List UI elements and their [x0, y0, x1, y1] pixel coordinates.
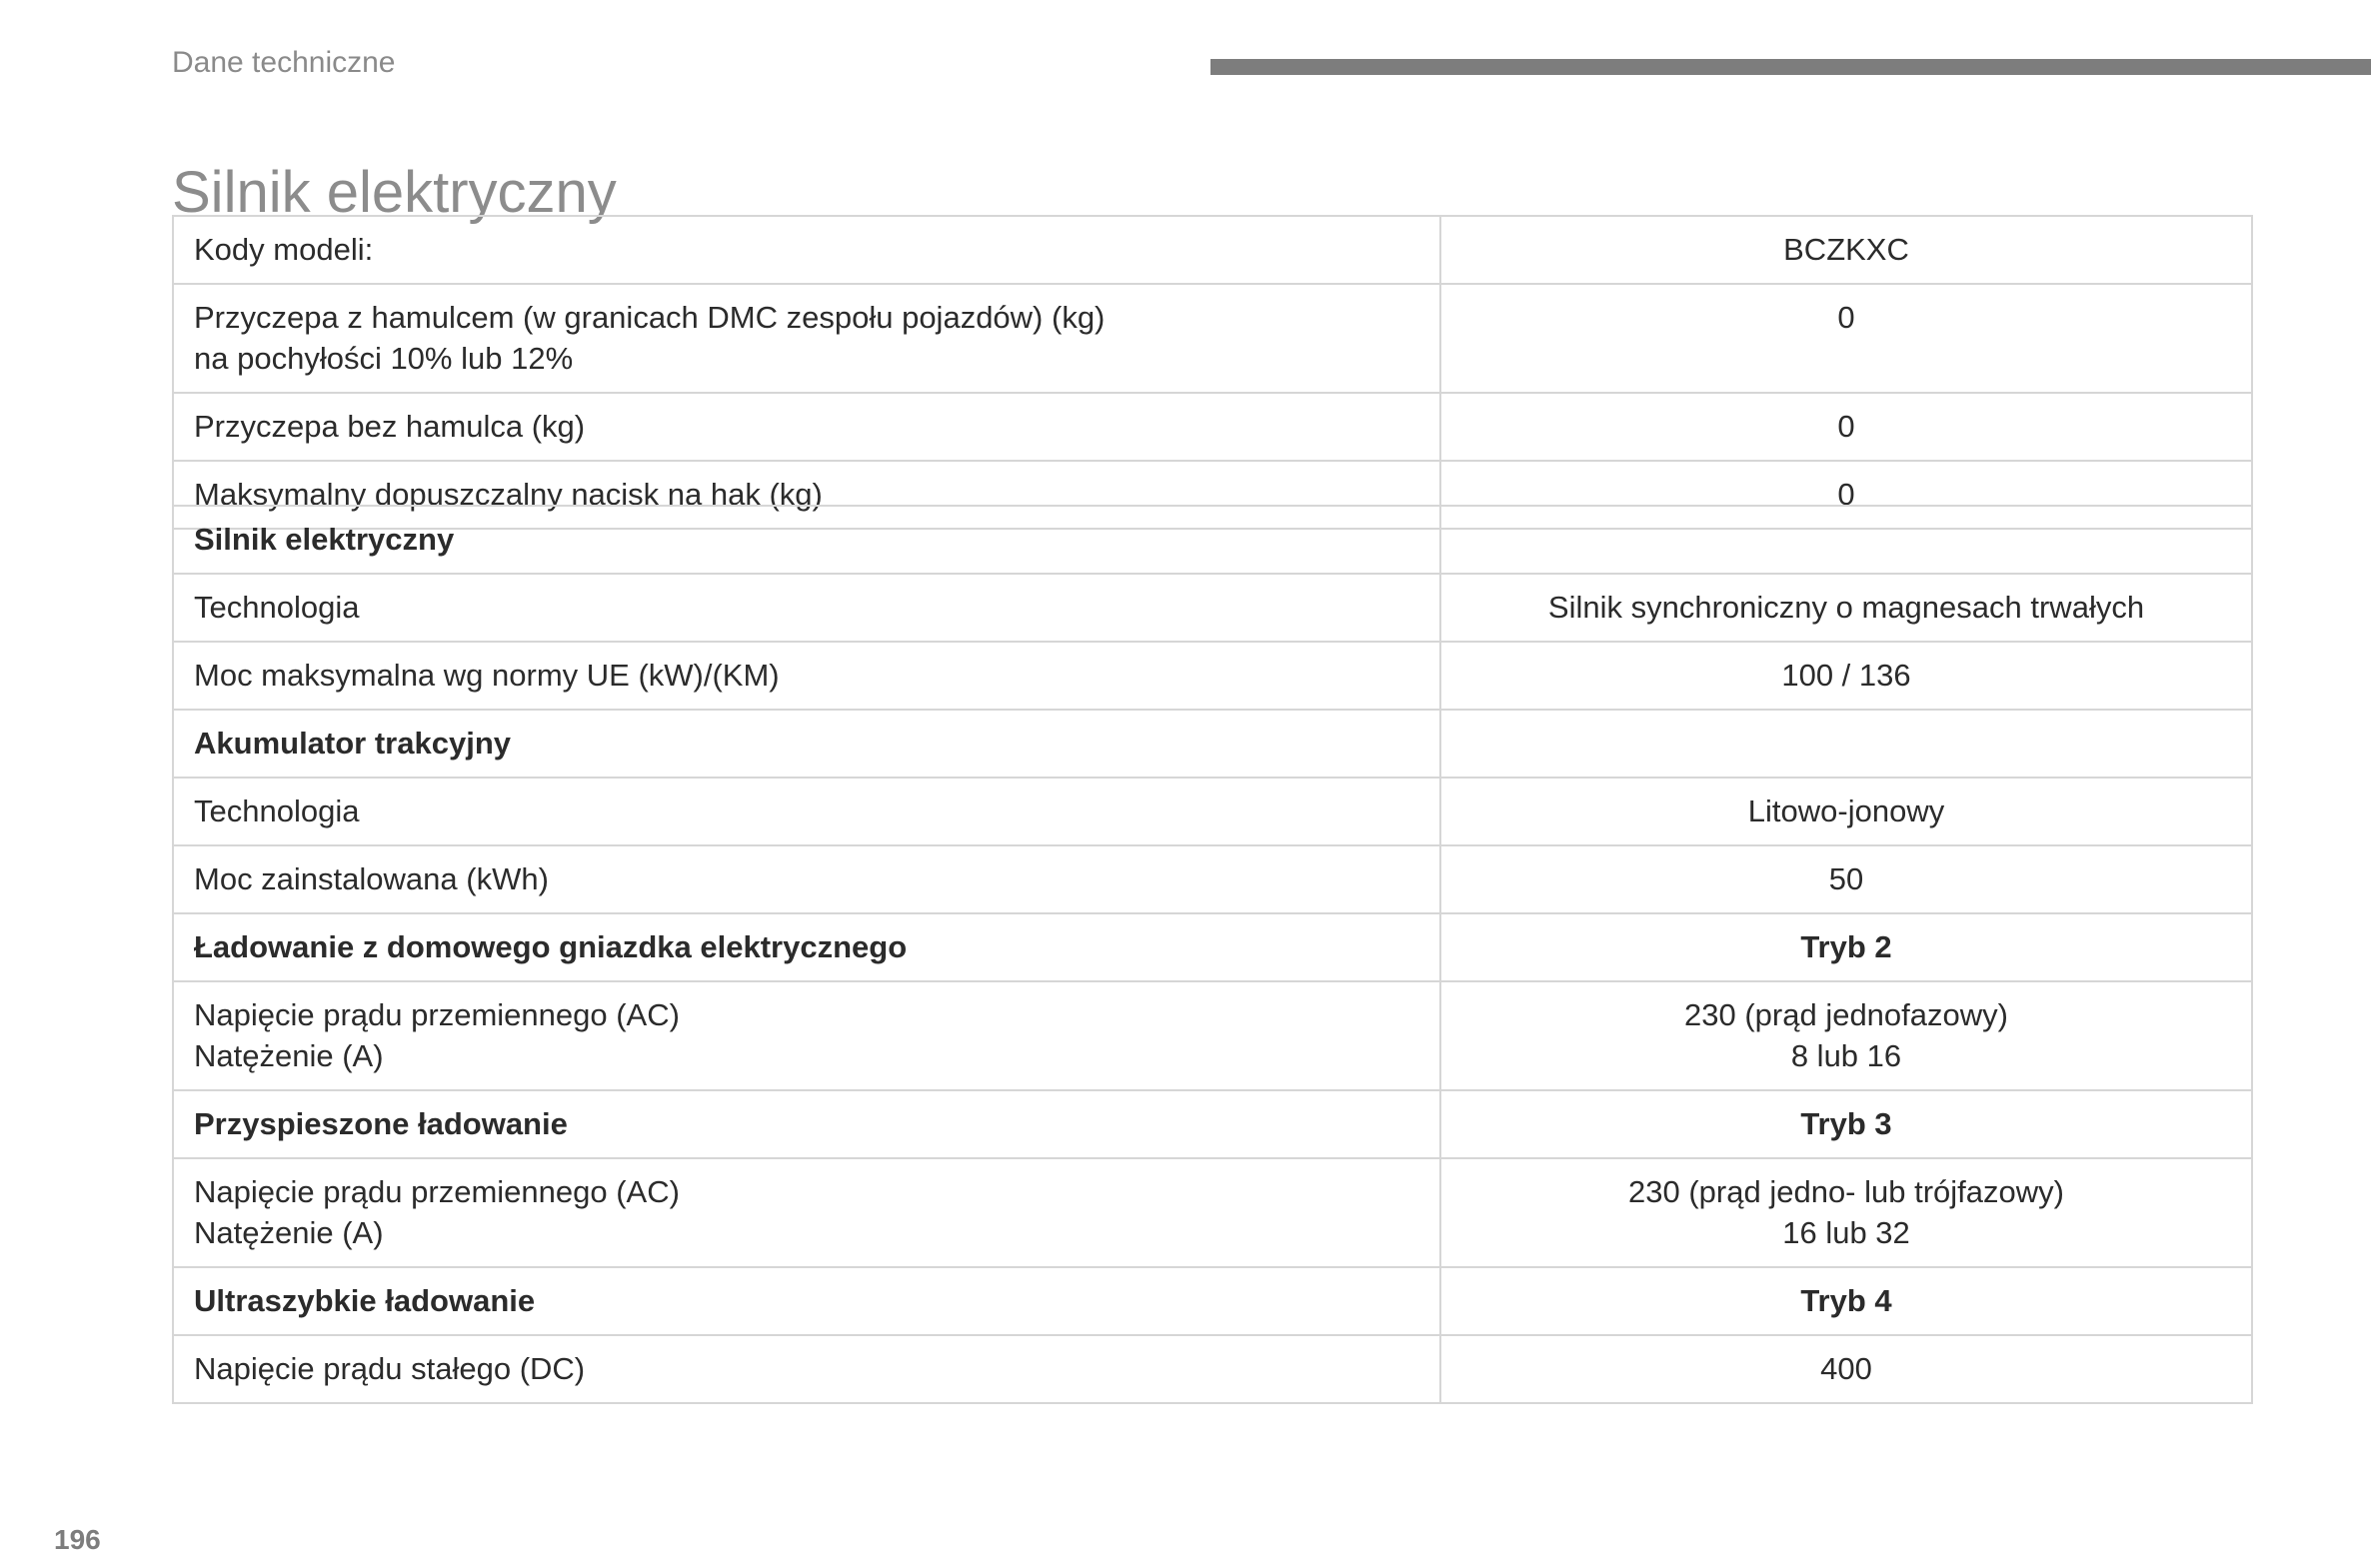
- row-label: [173, 1158, 1440, 1267]
- table-row: [173, 216, 2252, 284]
- label-text: Przyczepa z hamulcem (w granicach DMC zespołu pojazdów) (kg): [194, 300, 1106, 335]
- row-label: [173, 574, 1440, 642]
- row-value: [1440, 574, 2252, 642]
- label-text: Przyspieszone ładowanie: [194, 1106, 568, 1141]
- page-title: Silnik elektryczny: [172, 159, 617, 225]
- row-value: [1440, 506, 2252, 574]
- row-label: [173, 284, 1440, 393]
- row-label: [173, 1090, 1440, 1158]
- value-text: Tryb 2: [1800, 929, 1892, 964]
- row-label: [173, 642, 1440, 710]
- value-text: BCZKXC: [1783, 232, 1909, 267]
- header-bar: [1210, 59, 2371, 75]
- label-text: Technologia: [194, 793, 360, 828]
- table-row: [173, 981, 2252, 1090]
- page-number: 196: [54, 1524, 101, 1555]
- value-text: 100 / 136: [1781, 658, 1911, 693]
- row-label: [173, 710, 1440, 778]
- label-text: Maksymalny dopuszczalny nacisk na hak (kg): [194, 477, 823, 512]
- label-text: Napięcie prądu przemiennego (AC): [194, 1174, 680, 1209]
- row-label: [173, 845, 1440, 913]
- label-text: na pochyłości 10% lub 12%: [194, 341, 574, 376]
- label-text: Kody modeli:: [194, 232, 374, 267]
- table-section-header: [173, 1267, 2252, 1335]
- table-row: [173, 845, 2252, 913]
- value-text: 400: [1820, 1351, 1872, 1386]
- table-row: [173, 778, 2252, 845]
- value-text: Silnik synchroniczny o magnesach trwałych: [1547, 590, 2145, 625]
- row-label: [173, 506, 1440, 574]
- electric-motor-specs-table: [172, 505, 2253, 1404]
- trailer-specs-table: [172, 215, 2253, 530]
- row-value: [1440, 1335, 2252, 1403]
- label-text: Akumulator trakcyjny: [194, 726, 511, 761]
- label-text: Napięcie prądu stałego (DC): [194, 1351, 586, 1386]
- table-row: [173, 1158, 2252, 1267]
- value-text: 8 lub 16: [1790, 1038, 1902, 1073]
- label-text: Natężenie (A): [194, 1038, 384, 1073]
- row-label: [173, 393, 1440, 461]
- table-row: [173, 284, 2252, 393]
- value-text: 16 lub 32: [1782, 1215, 1910, 1250]
- table-row: [173, 642, 2252, 710]
- table-row: [173, 1335, 2252, 1403]
- row-value: [1440, 1158, 2252, 1267]
- label-text: Technologia: [194, 590, 360, 625]
- row-value: [1440, 393, 2252, 461]
- table-row: [173, 393, 2252, 461]
- label-text: Silnik elektryczny: [194, 522, 455, 557]
- row-value: [1440, 284, 2252, 393]
- row-label: [173, 1267, 1440, 1335]
- value-text: 230 (prąd jedno- lub trójfazowy): [1628, 1174, 2064, 1209]
- table-section-header: [173, 1090, 2252, 1158]
- row-label: [173, 778, 1440, 845]
- row-value: [1440, 710, 2252, 778]
- label-text: Ładowanie z domowego gniazdka elektrycznego: [194, 929, 908, 964]
- table-section-header: [173, 506, 2252, 574]
- row-value: [1440, 1267, 2252, 1335]
- row-label: [173, 913, 1440, 981]
- label-text: Przyczepa bez hamulca (kg): [194, 409, 586, 444]
- table-section-header: [173, 710, 2252, 778]
- value-text: 50: [1828, 861, 1864, 896]
- section-label: Dane techniczne: [172, 46, 396, 79]
- value-text: 0: [1837, 477, 1855, 512]
- row-value: [1440, 981, 2252, 1090]
- row-value: [1440, 216, 2252, 284]
- label-text: Moc zainstalowana (kWh): [194, 861, 549, 896]
- row-value: [1440, 642, 2252, 710]
- row-label: [173, 1335, 1440, 1403]
- value-text: 230 (prąd jednofazowy): [1684, 997, 2008, 1032]
- value-text: Tryb 3: [1800, 1106, 1892, 1141]
- value-text: Litowo-jonowy: [1747, 793, 1945, 828]
- table-row: [173, 574, 2252, 642]
- value-text: 0: [1837, 300, 1855, 335]
- label-text: Napięcie prądu przemiennego (AC): [194, 997, 680, 1032]
- row-label: [173, 216, 1440, 284]
- row-value: [1440, 778, 2252, 845]
- row-label: [173, 981, 1440, 1090]
- value-text: Tryb 4: [1800, 1283, 1892, 1318]
- label-text: Ultraszybkie ładowanie: [194, 1283, 536, 1318]
- value-text: 0: [1837, 409, 1855, 444]
- row-value: [1440, 1090, 2252, 1158]
- label-text: Natężenie (A): [194, 1215, 384, 1250]
- table-section-header: [173, 913, 2252, 981]
- row-value: [1440, 845, 2252, 913]
- row-value: [1440, 913, 2252, 981]
- label-text: Moc maksymalna wg normy UE (kW)/(KM): [194, 658, 780, 693]
